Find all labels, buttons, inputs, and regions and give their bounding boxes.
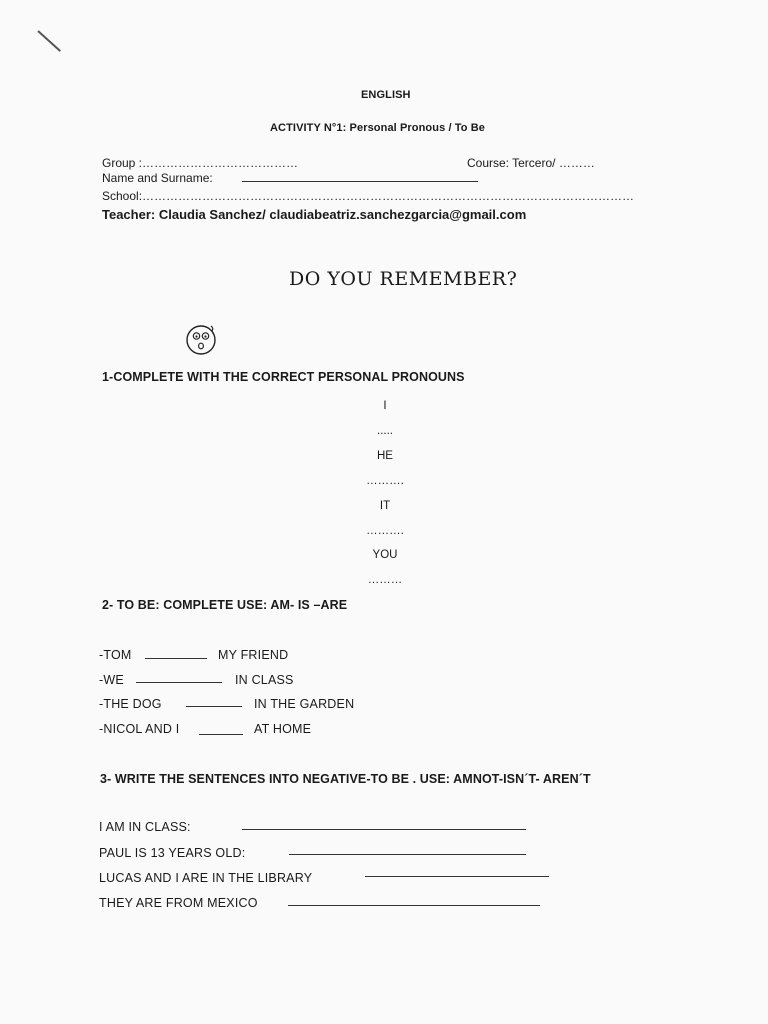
tobe-subject: -TOM	[99, 648, 132, 662]
tobe-rest: IN THE GARDEN	[254, 697, 355, 711]
tobe-subject: -WE	[99, 673, 124, 687]
confused-face-icon	[185, 323, 217, 355]
subject-heading: ENGLISH	[361, 89, 411, 101]
tobe-blank	[136, 682, 222, 683]
negative-sentence: PAUL IS 13 YEARS OLD:	[99, 846, 246, 860]
pronoun-item: YOU	[372, 549, 398, 561]
course-field: Course: Tercero/ ………	[467, 156, 595, 170]
name-surname-label: Name and Surname:	[102, 171, 213, 185]
negative-answer-line	[288, 905, 540, 906]
negative-answer-line	[365, 876, 549, 877]
pronoun-item: ……….	[366, 525, 404, 537]
negative-answer-line	[289, 854, 526, 855]
negative-sentence: THEY ARE FROM MEXICO	[99, 896, 258, 910]
tobe-rest: IN CLASS	[235, 673, 294, 687]
tobe-subject: -THE DOG	[99, 697, 162, 711]
tobe-blank	[199, 734, 243, 735]
negative-answer-line	[242, 829, 526, 830]
page-title: DO YOU REMEMBER?	[289, 268, 518, 290]
negative-sentence: I AM IN CLASS:	[99, 820, 191, 834]
tobe-subject: -NICOL AND I	[99, 722, 180, 736]
section2-heading: 2- TO BE: COMPLETE USE: AM- IS –ARE	[102, 598, 348, 612]
group-field: Group :…………………………………	[102, 156, 299, 170]
tobe-rest: AT HOME	[254, 722, 312, 736]
tobe-blank	[145, 658, 207, 659]
pronoun-item: ……….	[366, 475, 404, 487]
tobe-blank	[186, 706, 242, 707]
name-answer-line	[242, 181, 478, 182]
staple-mark	[37, 30, 61, 52]
pronoun-item: .....	[377, 425, 393, 437]
teacher-contact: Teacher: Claudia Sanchez/ claudiabeatriz.sanchezgarcia@gmail.com	[102, 207, 527, 222]
negative-sentence: LUCAS AND I ARE IN THE LIBRARY	[99, 871, 313, 885]
pronoun-item: HE	[377, 450, 393, 462]
school-field: School:……………………………………………………………………………………………………………	[102, 189, 635, 203]
activity-heading: ACTIVITY N°1: Personal Pronous / To Be	[270, 122, 485, 134]
tobe-rest: MY FRIEND	[218, 648, 289, 662]
section3-heading: 3- WRITE THE SENTENCES INTO NEGATIVE-TO BE . USE: AMNOT-ISN´T- AREN´T	[100, 772, 591, 786]
pronoun-item: IT	[379, 500, 391, 512]
pronoun-item: I	[383, 400, 387, 412]
pronoun-item: ………	[367, 574, 403, 586]
section1-heading: 1-COMPLETE WITH THE CORRECT PERSONAL PRONOUNS	[102, 370, 465, 384]
